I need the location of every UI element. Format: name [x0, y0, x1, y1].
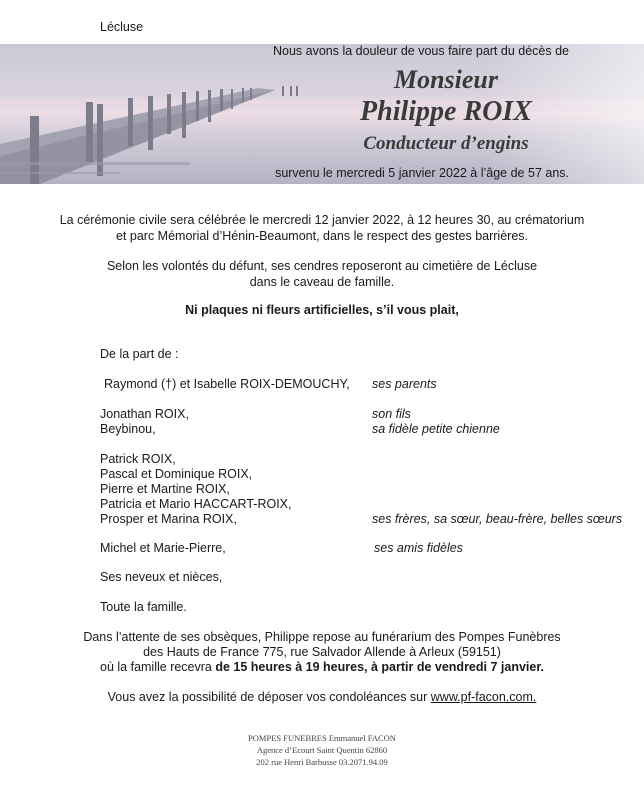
visiting-hours: de 15 heures à 19 heures, à partir de vendredi 7 janvier. — [215, 660, 544, 674]
dog-name: Beybinou, — [100, 422, 156, 436]
death-date-line: survenu le mercredi 5 janvier 2022 à l’âge de 57 ans. — [275, 166, 569, 180]
funerarium-line-2: des Hauts de France 775, rue Salvador Allende à Arleux (59151) — [143, 645, 501, 659]
parents-names: Raymond (†) et Isabelle ROIX-DEMOUCHY, — [104, 377, 350, 391]
town-name: Lécluse — [100, 20, 144, 34]
family-heading: De la part de : — [100, 347, 179, 361]
sibling-line: Pascal et Dominique ROIX, — [100, 467, 253, 481]
siblings-relation: ses frères, sa sœur, beau-frère, belles sœurs — [372, 512, 623, 526]
friends-names: Michel et Marie-Pierre, — [100, 541, 226, 555]
all-family-line: Toute la famille. — [100, 600, 187, 614]
deceased-name: Philippe ROIX — [360, 96, 532, 127]
parents-relation: ses parents — [372, 377, 437, 391]
ceremony-line-1: La cérémonie civile sera célébrée le mercredi 12 janvier 2022, à 12 heures 30, au crématorium — [59, 213, 585, 227]
sibling-line: Patricia et Mario HACCART-ROIX, — [100, 497, 292, 511]
sibling-line: Patrick ROIX, — [100, 452, 176, 466]
flowers-notice: Ni plaques ni fleurs artificielles, s’il vous plait, — [185, 303, 459, 317]
condolences-link[interactable]: www.pf-facon.com. — [430, 690, 537, 704]
deceased-profession: Conducteur d’engins — [363, 133, 529, 154]
nephews-line: Ses neveux et nièces, — [100, 570, 223, 584]
funerarium-line-3 — [0, 660, 644, 674]
visiting-prefix: où la famille recevra — [100, 660, 216, 674]
funerarium-line-1: Dans l’attente de ses obsèques, Philippe repose au funérarium des Pompes Funèbres — [83, 630, 561, 644]
sibling-line: Pierre et Martine ROIX, — [100, 482, 230, 496]
condolences-text: Vous avez la possibilité de déposer vos condoléances sur — [107, 690, 431, 704]
funeral-home-name: POMPES FUNEBRES Emmanuel FACON — [248, 733, 396, 743]
ceremony-line-2: et parc Mémorial d’Hénin-Beaumont, dans le respect des gestes barrières. — [115, 229, 528, 243]
son-relation: son fils — [372, 407, 411, 421]
funeral-home-address: 202 rue Henri Barbusse 03.2071.94.09 — [256, 757, 388, 767]
sibling-line: Prosper et Marina ROIX, — [100, 512, 237, 526]
ashes-line-2: dans le caveau de famille. — [249, 275, 395, 289]
intro-text: Nous avons la douleur de vous faire part du décès de — [272, 44, 569, 58]
funeral-home-agency: Agence d’Ecourt Saint Quentin 62860 — [256, 745, 388, 755]
salutation: Monsieur — [393, 65, 499, 94]
banner — [0, 44, 644, 184]
ashes-line-1: Selon les volontés du défunt, ses cendres reposeront au cimetière de Lécluse — [106, 259, 538, 273]
dog-relation: sa fidèle petite chienne — [372, 422, 500, 436]
son-name: Jonathan ROIX, — [100, 407, 189, 421]
friends-relation: ses amis fidèles — [374, 541, 463, 555]
condolences-line — [0, 690, 644, 704]
